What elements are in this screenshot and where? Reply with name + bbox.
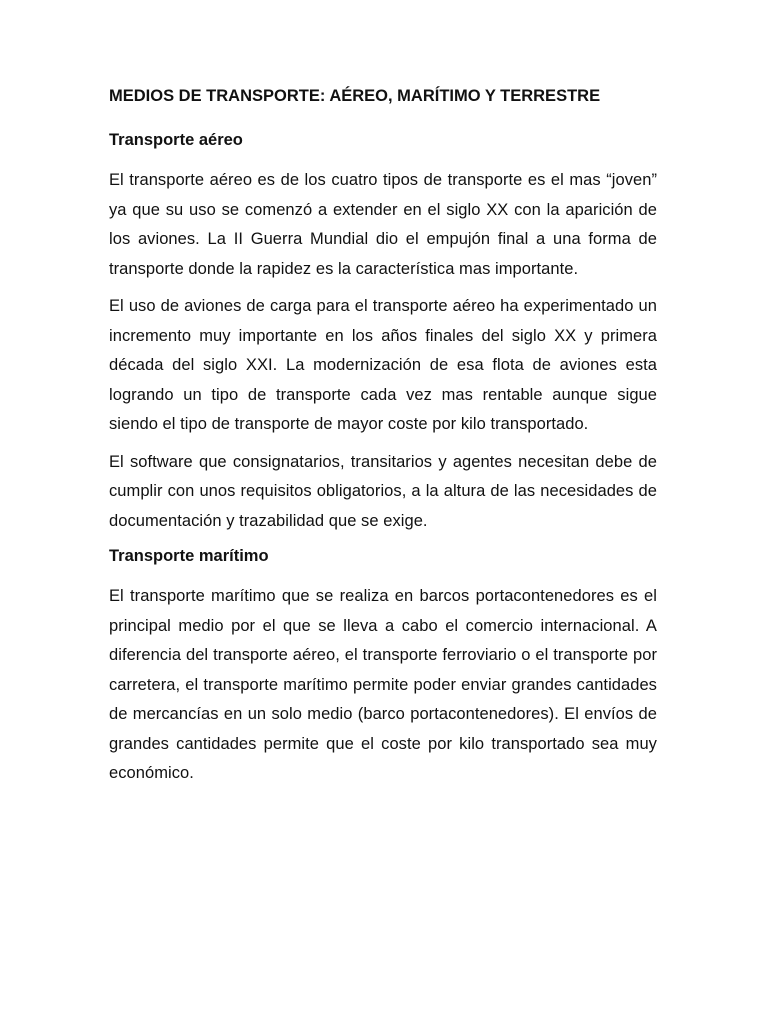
paragraph-maritimo-1: El transporte marítimo que se realiza en barcos portacontenedores es el principal medio por el que se lleva a cabo el comercio internacional. A diferencia del transporte aéreo, el transporte ferroviario o el transporte por carretera, el transporte marítimo permite poder enviar grandes cantidades de mercancías en un solo medio (barco portacontenedores). El envíos de grandes cantidades permite que el coste por kilo transportado sea muy económico.	[109, 587, 657, 782]
paragraph-aereo-3: El software que consignatarios, transitarios y agentes necesitan debe de cumplir con unos requisitos obligatorios, a la altura de las necesidades de documentación y trazabilidad que se exige.	[109, 452, 657, 530]
section-heading-transporte-maritimo: Transporte marítimo	[109, 547, 269, 565]
document-body	[109, 84, 657, 797]
paragraph-aereo-2: El uso de aviones de carga para el transporte aéreo ha experimentado un incremento muy importante en los años finales del siglo XX y primera década del siglo XXI. La modernización de esa flota de aviones esta logrando un tipo de transporte cada vez mas rentable aunque sigue siendo el tipo de transporte de mayor coste por kilo transportado.	[109, 297, 657, 433]
document-title: MEDIOS DE TRANSPORTE: AÉREO, MARÍTIMO Y TERRESTRE	[109, 87, 601, 105]
paragraph-aereo-1: El transporte aéreo es de los cuatro tipos de transporte es el mas “joven” ya que su uso se comenzó a extender en el siglo XX con la aparición de los aviones. La II Guerra Mundial dio el empujón final a una forma de transporte donde la rapidez es la característica mas importante.	[109, 171, 657, 278]
section-heading-transporte-aereo: Transporte aéreo	[109, 131, 243, 149]
